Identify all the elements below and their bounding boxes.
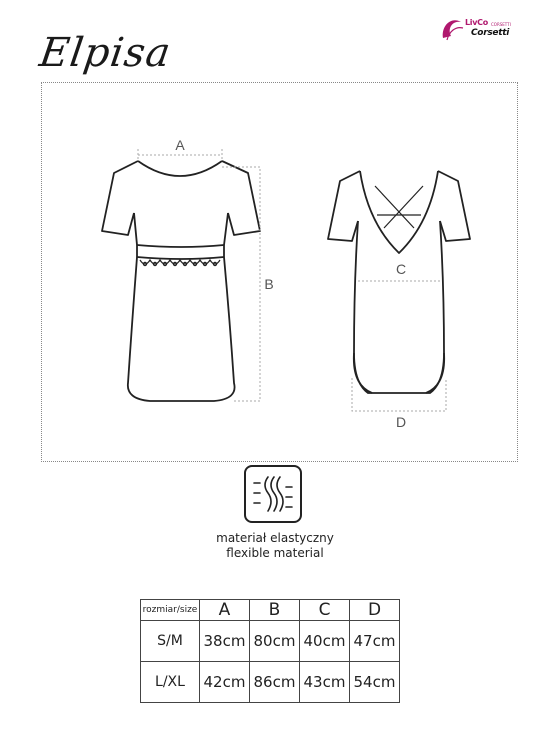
elastic-material-icon	[244, 465, 302, 523]
feature-label-en: flexible material	[226, 546, 324, 560]
column-header: B	[250, 600, 300, 621]
column-header: C	[300, 600, 350, 621]
table-cell: 86cm	[250, 662, 300, 703]
column-header: A	[200, 600, 250, 621]
label-b: B	[264, 276, 274, 292]
back-straps	[375, 186, 423, 228]
product-title: Elpisa	[36, 30, 174, 76]
size-label: L/XL	[141, 662, 200, 703]
measurement-diagram	[42, 83, 519, 463]
table-cell: 54cm	[350, 662, 400, 703]
size-table-header	[141, 600, 400, 621]
brand-logo	[437, 14, 529, 46]
size-table-corner: rozmiar/size	[141, 600, 200, 621]
dimension-d	[352, 378, 446, 411]
brand-logo-top-text: LivCo	[465, 18, 488, 27]
size-label: S/M	[141, 621, 200, 662]
measurement-diagram-frame	[41, 82, 518, 462]
brand-logo-tag-text: CORSETTI	[491, 22, 511, 27]
table-cell: 40cm	[300, 621, 350, 662]
label-c: C	[395, 261, 407, 277]
table-row	[141, 621, 400, 662]
table-cell: 38cm	[200, 621, 250, 662]
table-cell: 42cm	[200, 662, 250, 703]
brand-logo-bottom-text: Corsetti	[471, 28, 509, 38]
lace-trim	[140, 260, 220, 266]
feature-label-pl: materiał elastyczny	[216, 531, 334, 545]
stretch-waves-icon	[246, 467, 300, 521]
column-header: D	[350, 600, 400, 621]
table-cell: 47cm	[350, 621, 400, 662]
dress-front-view	[102, 161, 260, 401]
size-table	[140, 599, 400, 703]
table-cell: 43cm	[300, 662, 350, 703]
dress-back-view	[328, 171, 470, 393]
label-a: A	[175, 137, 185, 153]
table-row	[141, 662, 400, 703]
table-cell: 80cm	[250, 621, 300, 662]
label-d: D	[395, 414, 407, 430]
